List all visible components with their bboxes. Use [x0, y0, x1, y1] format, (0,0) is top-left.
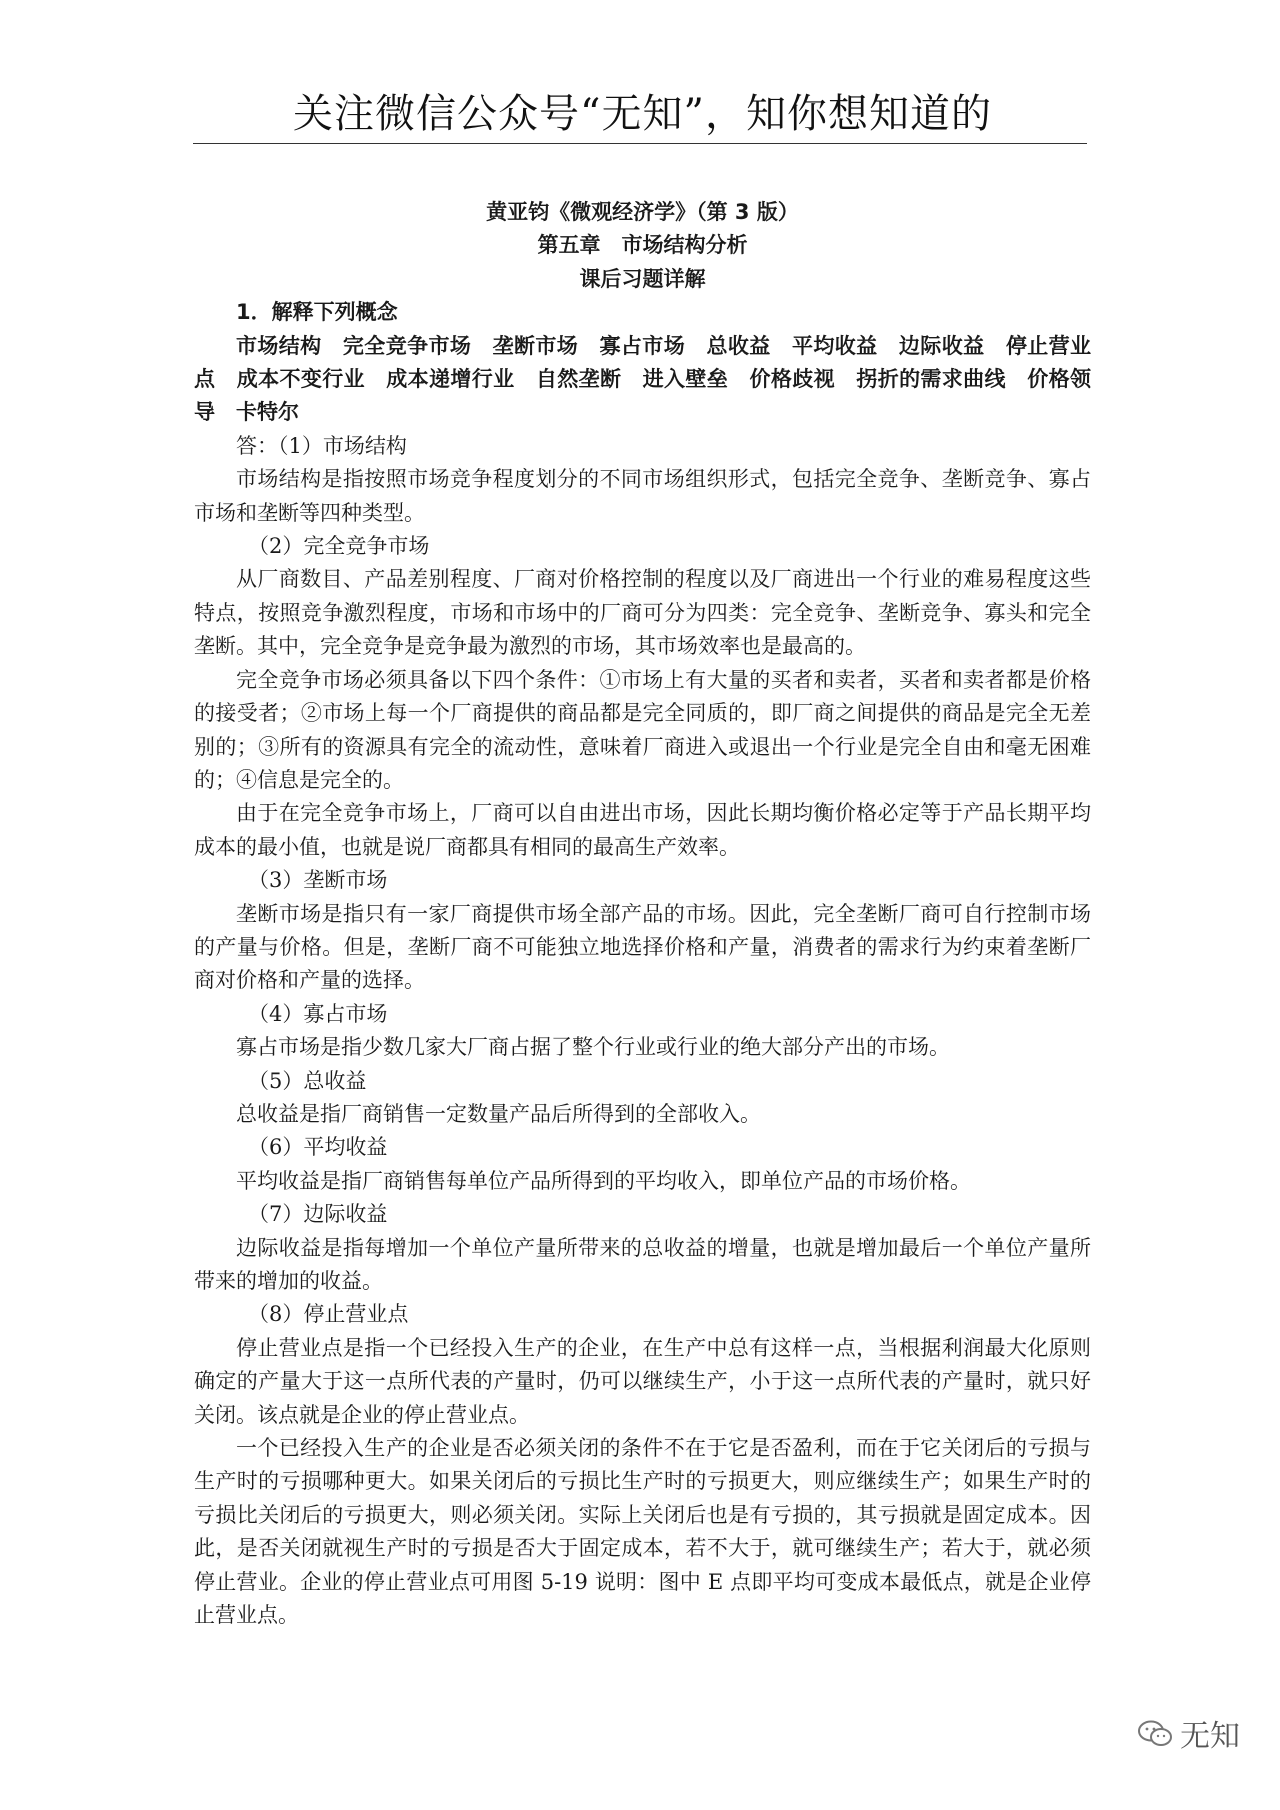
subheading: （6）平均收益 — [248, 1135, 388, 1160]
header-divider — [193, 143, 1087, 144]
chapter-title: 第五章 市场结构分析 — [537, 233, 748, 258]
subheading: （7）边际收益 — [248, 1202, 388, 1227]
subheading: （4）寡占市场 — [248, 1001, 388, 1026]
subheading: （3）垄断市场 — [248, 868, 388, 893]
book-title: 黄亚钧《微观经济学》（第 3 版） — [486, 200, 799, 224]
paragraph: 一个已经投入生产的企业是否必须关闭的条件不在于它是否盈利，而在于它关闭后的亏损与生产时的亏损哪种更大。如果关闭后的亏损比生产时的亏损更大，则应继续生产；如果生产时的亏损比关闭后的亏损更大，则必须关闭。实际上关闭后也是有亏损的，其亏损就是固定成本。因此，是否关闭就视生产时的亏损是否大于固定成本，若不大于，就可继续生产；若大于，就必须停止营业。企业的停止营业点可用图 5-19 说明：图中 E 点即平均可变成本最低点，就是企业停止营业点。 — [194, 1436, 1091, 1628]
paragraph: 由于在完全竞争市场上，厂商可以自由进出市场，因此长期均衡价格必定等于产品长期平均成本的最小值，也就是说厂商都具有相同的最高生产效率。 — [194, 801, 1091, 859]
paragraph: 停止营业点是指一个已经投入生产的企业，在生产中总有这样一点，当根据利润最大化原则确定的产量大于这一点所代表的产量时，仍可以继续生产，小于这一点所代表的产量时，就只好关闭。该点就是企业的停止营业点。 — [194, 1335, 1091, 1427]
paragraph: 从厂商数目、产品差别程度、厂商对价格控制的程度以及厂商进出一个行业的难易程度这些特点，按照竞争激烈程度，市场和市场中的厂商可分为四类：完全竞争、垄断竞争、寡头和完全垄断。其中，完全竞争是竞争最为激烈的市场，其市场效率也是最高的。 — [194, 567, 1091, 659]
watermark — [1136, 1711, 1240, 1755]
subheading: （2）完全竞争市场 — [248, 534, 430, 559]
subheading: （5）总收益 — [248, 1068, 367, 1093]
paragraph: 市场结构是指按照市场竞争程度划分的不同市场组织形式，包括完全竞争、垄断竞争、寡占市场和垄断等四种类型。 — [194, 467, 1091, 525]
subheading: （8）停止营业点 — [248, 1302, 409, 1327]
paragraph: 完全竞争市场必须具备以下四个条件：①市场上有大量的买者和卖者，买者和卖者都是价格的接受者；②市场上每一个厂商提供的商品都是完全同质的，即厂商之间提供的商品是完全无差别的；③所有的资源具有完全的流动性，意味着厂商进入或退出一个行业是完全自由和毫无困难的；④信息是完全的。 — [194, 667, 1091, 792]
section-subtitle: 课后习题详解 — [579, 266, 706, 291]
paragraph: 平均收益是指厂商销售每单位产品所得到的平均收入，即单位产品的市场价格。 — [236, 1168, 971, 1193]
document-body — [194, 196, 1091, 1632]
terms-list: 市场结构 完全竞争市场 垄断市场 寡占市场 总收益 平均收益 边际收益 停止营业点 成本不变行业 成本递增行业 自然垄断 进入壁垒 价格歧视 拐折的需求曲线 价格领导 卡特尔 — [194, 333, 1091, 425]
answer-heading: 答：（1）市场结构 — [236, 433, 407, 458]
header-banner: 关注微信公众号“无知”，知你想知道的 — [293, 91, 992, 137]
wechat-icon — [1136, 1718, 1174, 1748]
paragraph: 边际收益是指每增加一个单位产量所带来的总收益的增量，也就是增加最后一个单位产量所带来的增加的收益。 — [194, 1235, 1091, 1293]
paragraph: 总收益是指厂商销售一定数量产品后所得到的全部收入。 — [236, 1101, 761, 1126]
paragraph: 寡占市场是指少数几家大厂商占据了整个行业或行业的绝大部分产出的市场。 — [236, 1035, 950, 1060]
watermark-label: 无知 — [1180, 1719, 1240, 1754]
paragraph: 垄断市场是指只有一家厂商提供市场全部产品的市场。因此，完全垄断厂商可自行控制市场的产量与价格。但是，垄断厂商不可能独立地选择价格和产量，消费者的需求行为约束着垄断厂商对价格和产量的选择。 — [194, 901, 1091, 993]
question-heading: 1．解释下列概念 — [236, 300, 398, 325]
